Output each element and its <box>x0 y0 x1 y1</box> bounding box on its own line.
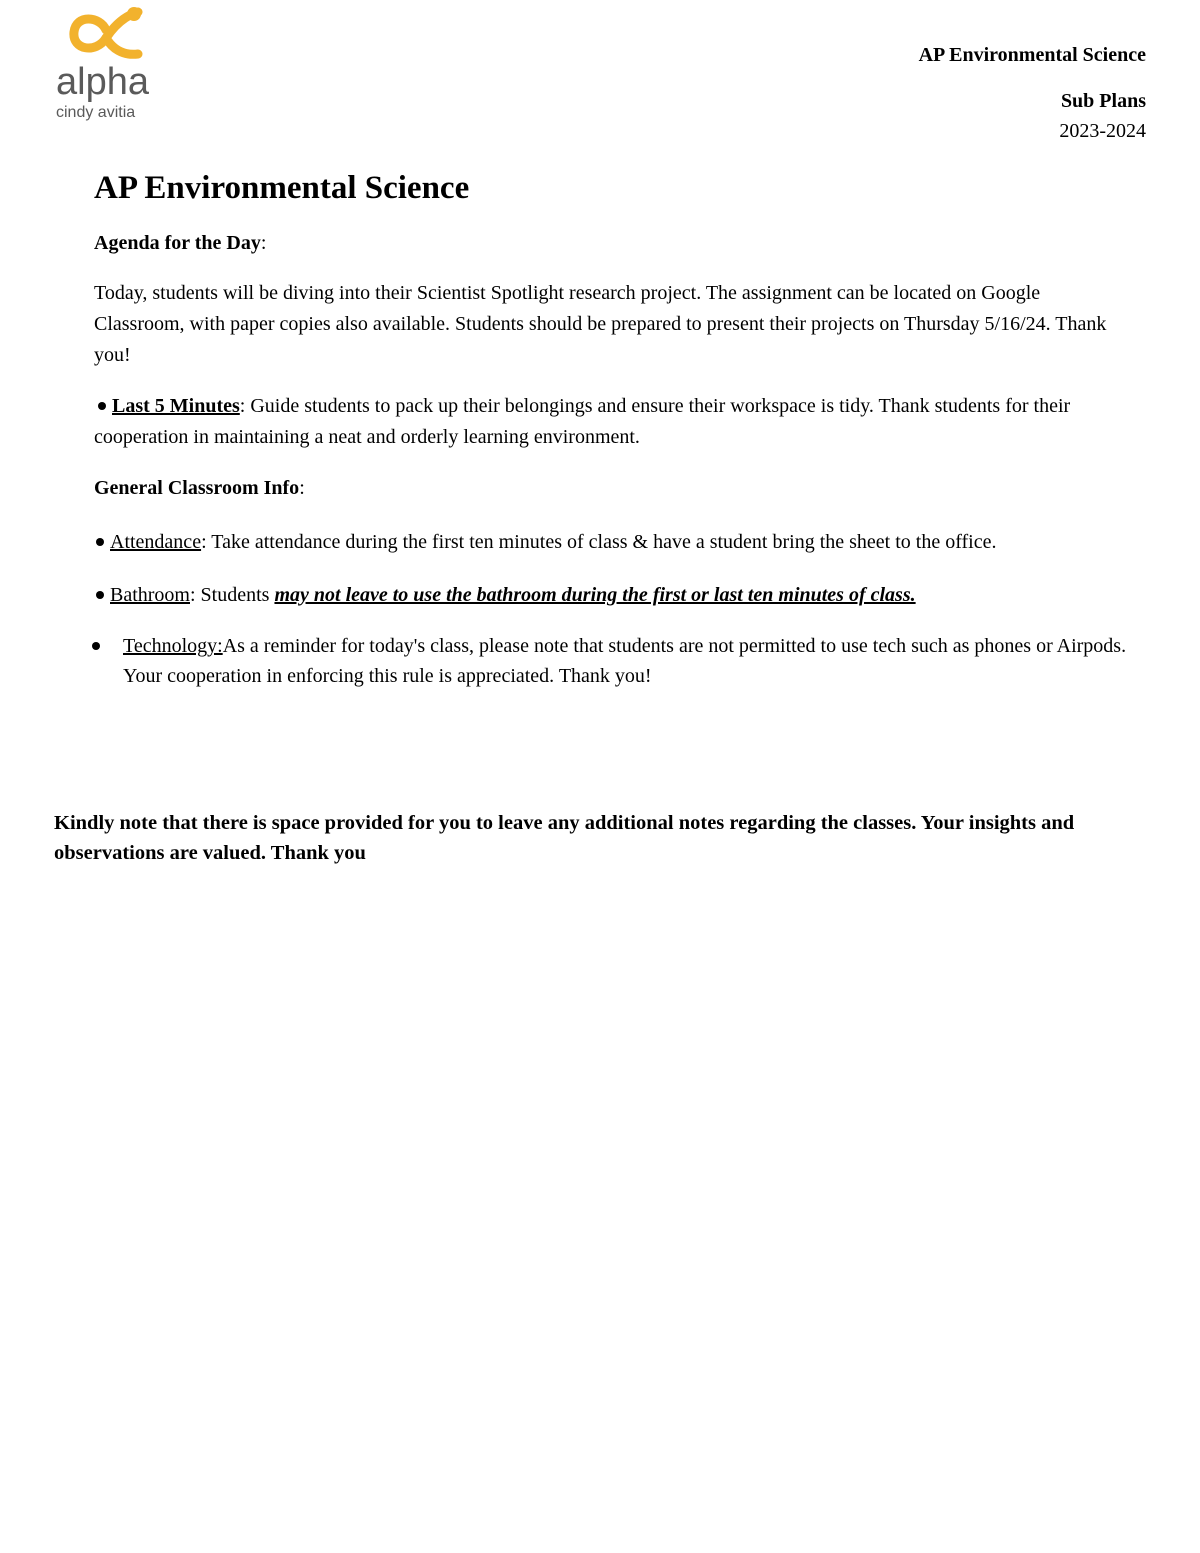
document-body <box>94 166 1134 691</box>
bathroom-item <box>94 580 1134 611</box>
alpha-logo <box>54 4 164 122</box>
agenda-heading: Agenda for the Day <box>94 232 261 254</box>
attendance-item <box>94 527 1134 558</box>
general-heading: General Classroom Info <box>94 477 300 499</box>
bathroom-label: Bathroom <box>110 584 190 606</box>
agenda-heading-colon: : <box>260 232 267 254</box>
last-5-minutes-text: : Guide students to pack up their belongings and ensure their workspace is tidy. Thank students for their cooperation in maintaining a neat and orderly learning environment. <box>94 395 1071 448</box>
header-doc-type: Sub Plans <box>1060 90 1146 112</box>
bathroom-text: : Students <box>190 584 275 606</box>
technology-item <box>94 631 1134 691</box>
general-heading-colon: : <box>299 477 305 499</box>
last-5-minutes-label: Last 5 Minutes <box>112 395 240 417</box>
header-course: AP Environmental Science <box>918 44 1146 66</box>
bullet-icon <box>92 642 100 650</box>
logo-subline: cindy avitia <box>56 104 136 121</box>
bullet-icon <box>98 402 106 410</box>
header-year: 2023-2024 <box>1059 120 1146 142</box>
technology-text: As a reminder for today's class, please note that students are not permitted to use tech such as phones or Airpods. Your cooperation in enforcing this rule is appreciated. Thank you! <box>123 635 1127 687</box>
page-title: AP Environmental Science <box>94 170 470 206</box>
bullet-icon <box>96 538 104 546</box>
alpha-logo-mark <box>54 4 164 122</box>
last-5-minutes-item <box>94 391 1134 453</box>
general-heading-row <box>94 473 1134 503</box>
closing-note: Kindly note that there is space provided for you to leave any additional notes regarding the classes. Your insights and observations are valued. Thank you <box>54 812 1075 864</box>
agenda-heading-row <box>94 228 1134 258</box>
technology-label: Technology: <box>123 635 223 657</box>
bathroom-emphasis: may not leave to use the bathroom during the first or last ten minutes of class. <box>274 584 916 606</box>
bullet-icon <box>96 591 104 599</box>
page-header <box>919 40 1146 146</box>
logo-wordmark: alpha <box>56 61 149 103</box>
attendance-label: Attendance <box>110 531 202 553</box>
attendance-text: : Take attendance during the first ten minutes of class & have a student bring the sheet to the office. <box>201 531 997 553</box>
agenda-paragraph: Today, students will be diving into their Scientist Spotlight research project. The assignment can be located on Google Classroom, with paper copies also available. Students should be prepared to present their projects on Thursday 5/16/24. Thank you! <box>94 282 1107 366</box>
